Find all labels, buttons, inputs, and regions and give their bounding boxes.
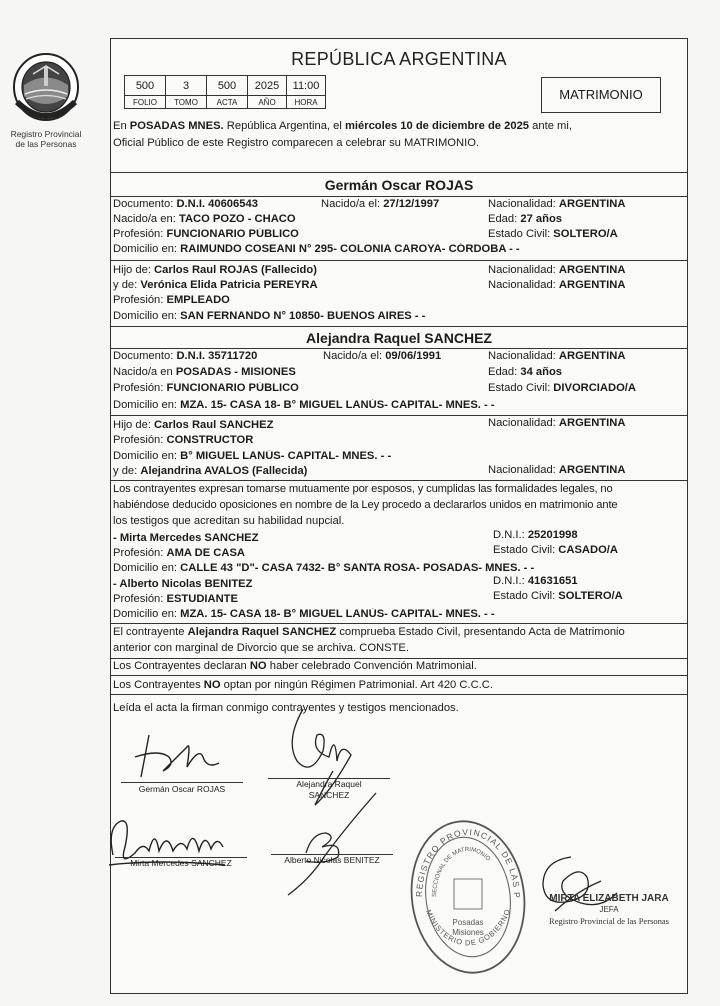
tomo-label: TOMO xyxy=(166,96,207,109)
label: Hijo de: xyxy=(113,419,155,431)
value: 34 años xyxy=(520,366,563,378)
intro-text: ante mi, xyxy=(529,120,572,132)
spouse-1-mother-nationality xyxy=(488,279,625,291)
province-coat-of-arms-icon xyxy=(11,52,81,126)
value: NO xyxy=(249,660,267,672)
intro-city: POSADAS MNES. xyxy=(129,120,224,132)
year-label: AÑO xyxy=(248,96,287,109)
value: RAIMUNDO COSEANI N° 295- COLONIA CAROYA- CÓRDOBA - - xyxy=(180,243,520,255)
spouse-1-parents-address xyxy=(113,310,685,322)
value: SOLTERO/A xyxy=(553,228,618,240)
value: MZA. 15- CASA 18- B° MIGUEL LANÚS- CAPITAL- MNES. - - xyxy=(180,399,495,411)
spouse-1-name: Germán Oscar ROJAS xyxy=(324,177,474,193)
spouse-1-age xyxy=(488,213,562,225)
value: Carlos Raul ROJAS (Fallecido) xyxy=(154,264,317,276)
value: ARGENTINA xyxy=(558,279,626,291)
value: CONSTRUCTOR xyxy=(166,434,254,446)
registry-caption xyxy=(0,129,92,149)
value: ARGENTINA xyxy=(558,350,626,362)
label: Profesión: xyxy=(113,434,167,446)
closing-statement: Leída el acta la firman conmigo contrayentes y testigos mencionados. xyxy=(113,702,459,714)
value: - Alberto Nicolas BENITEZ xyxy=(113,578,253,590)
label: Domicilio en: xyxy=(113,450,181,462)
label: Hijo de: xyxy=(113,264,155,276)
label: Documento: xyxy=(113,198,177,210)
spouse-1-civil-status xyxy=(488,228,618,240)
spouse-2-birthdate xyxy=(323,350,441,362)
spouse-2-father-address xyxy=(113,450,685,462)
acta-label: ACTA xyxy=(207,96,248,109)
spouse-2-father-profession xyxy=(113,434,685,446)
label: Nacionalidad: xyxy=(488,279,559,291)
value: B° MIGUEL LANÚS- CAPITAL- MNES. - - xyxy=(180,450,392,462)
label: Nacido/a el: xyxy=(323,350,386,362)
label: Edad: xyxy=(488,366,521,378)
value: 27/12/1997 xyxy=(383,198,440,210)
intro-text: En xyxy=(113,120,130,132)
value: EMPLEADO xyxy=(166,294,230,306)
text: comprueba Estado Civil, presentando Acta de Matrimonio xyxy=(336,626,625,638)
label: Estado Civil: xyxy=(488,228,554,240)
value: 27 años xyxy=(520,213,563,225)
tomo-value: 3 xyxy=(166,76,207,96)
value: MZA. 15- CASA 18- B° MIGUEL LANÚS- CAPITAL- MNES. - - xyxy=(180,608,495,620)
witness-1-name xyxy=(113,532,685,544)
intro-text: República Argentina, el xyxy=(223,120,345,132)
label: Profesión: xyxy=(113,294,167,306)
spouse-1-nationality xyxy=(488,198,625,210)
label: Nacionalidad: xyxy=(488,198,559,210)
label: D.N.I.: xyxy=(493,575,528,587)
value: Carlos Raul SANCHEZ xyxy=(154,419,274,431)
label: Nacido/a el: xyxy=(321,198,384,210)
label: Nacionalidad: xyxy=(488,350,559,362)
label: Nacido/a en: xyxy=(113,213,179,225)
label: Profesión: xyxy=(113,547,167,559)
spouse-2-nationality xyxy=(488,350,625,362)
spouse-1-father-nationality xyxy=(488,264,625,276)
spouse-2-mother-nationality xyxy=(488,464,625,476)
label: Nacido/a en xyxy=(113,366,176,378)
value: SOLTERO/A xyxy=(558,590,623,602)
witness-2-dni xyxy=(493,575,578,587)
label: Domicilio en: xyxy=(113,399,181,411)
text: Los Contrayentes declaran xyxy=(113,660,250,672)
value: Verónica Elida Patricia PEREYRA xyxy=(140,279,318,291)
official-name: MIRTA ELIZABETH JARA xyxy=(549,893,669,904)
label: Domicilio en: xyxy=(113,310,181,322)
stamp-center-line-1: Posadas xyxy=(452,918,484,927)
signature-label-german-rojas: Germán Oscar ROJAS xyxy=(138,784,226,794)
year-value: 2025 xyxy=(248,76,287,96)
stamp-bottom-text: MINISTERIO DE GOBIERNO xyxy=(424,907,513,948)
signature-label-line: SANCHEZ xyxy=(308,790,350,800)
civil-status-note-line-2: anterior con marginal de Divorcio que se archiva. CONSTE. xyxy=(113,642,409,654)
intro-line-1 xyxy=(113,120,685,132)
label: Edad: xyxy=(488,213,521,225)
declaration-line-2: habiéndose deducido oposiciones en nombre de la Ley procedo a declararlos unidos en matrimonio ante xyxy=(113,499,618,511)
label: Documento: xyxy=(113,350,177,362)
label: Domicilio en: xyxy=(113,608,181,620)
signature-label-line: Alejandra Raquel xyxy=(296,779,362,789)
spouse-1-address xyxy=(113,243,685,255)
label: Profesión: xyxy=(113,593,167,605)
spouse-2-name: Alejandra Raquel SANCHEZ xyxy=(306,330,492,346)
signature-line xyxy=(121,782,243,783)
label: Profesión: xyxy=(113,382,167,394)
value: NO xyxy=(203,679,221,691)
declaration-line-3: los testigos que acreditan su habilidad nupcial. xyxy=(113,515,345,527)
spouse-2-father-nationality xyxy=(488,417,625,429)
witness-1-dni xyxy=(493,529,578,541)
value: FUNCIONARIO PÚBLICO xyxy=(166,382,299,394)
text: El contrayente xyxy=(113,626,188,638)
declaration-line-1: Los contrayentes expresan tomarse mutuamente por esposos, y cumplidas las formalidades legales, no xyxy=(113,483,613,495)
value: - Mirta Mercedes SANCHEZ xyxy=(113,532,259,544)
value: ARGENTINA xyxy=(558,417,626,429)
stamp-center-line-2: Misiones xyxy=(452,928,484,937)
text: haber celebrado Convención Matrimonial. xyxy=(266,660,477,672)
divider xyxy=(111,260,687,261)
divider xyxy=(111,415,687,416)
spouse-2-address xyxy=(113,399,685,411)
text: optan por ningún Régimen Patrimonial. Art 420 C.C.C. xyxy=(220,679,493,691)
folio-value: 500 xyxy=(125,76,166,96)
value: ARGENTINA xyxy=(558,198,626,210)
registry-caption-line-1: Registro Provincial xyxy=(10,129,82,139)
folio-labels-row xyxy=(125,96,326,109)
witness-2-name xyxy=(113,578,685,590)
folio-label: FOLIO xyxy=(125,96,166,109)
hour-value: 11:00 xyxy=(287,76,326,96)
spouse-2-civil-status xyxy=(488,382,636,394)
signature-german-rojas xyxy=(129,727,229,787)
value: D.N.I. 40606543 xyxy=(176,198,258,210)
stamp-inner-text: SECCIONAL DE MATRIMONIO xyxy=(431,846,491,898)
value: AMA DE CASA xyxy=(166,547,246,559)
official-role: JEFA xyxy=(599,905,619,914)
signature-label-alberto-benitez: Alberto Nicolas BENITEZ xyxy=(284,855,380,865)
value: TACO POZO - CHACO xyxy=(178,213,296,225)
label: Profesión: xyxy=(113,228,167,240)
value: ARGENTINA xyxy=(558,464,626,476)
value: POSADAS - MISIONES xyxy=(175,366,296,378)
acta-value: 500 xyxy=(207,76,248,96)
province-logo-block xyxy=(0,52,92,149)
value: FUNCIONARIO PÚBLICO xyxy=(166,228,299,240)
value: ARGENTINA xyxy=(558,264,626,276)
divider xyxy=(111,480,687,481)
label: Estado Civil: xyxy=(488,382,554,394)
label: y de: xyxy=(113,279,141,291)
value: D.N.I. 35711720 xyxy=(176,350,258,362)
value: DIVORCIADO/A xyxy=(553,382,636,394)
divider xyxy=(111,172,687,173)
folio-values-row xyxy=(125,76,326,96)
intro-line-2: Oficial Público de este Registro comparecen a celebrar su MATRIMONIO. xyxy=(113,137,480,149)
official-office: Registro Provincial de las Personas xyxy=(549,916,669,926)
witness-1-civil-status xyxy=(493,544,618,556)
witness-2-civil-status xyxy=(493,590,623,602)
divider xyxy=(111,196,687,197)
text: Los Contrayentes xyxy=(113,679,204,691)
divider xyxy=(111,694,687,695)
stamp-ring-text: REGISTRO PROVINCIAL DE LAS PERSONAS xyxy=(402,807,523,900)
intro-date: miércoles 10 de diciembre de 2025 xyxy=(344,120,530,132)
act-type-box: MATRIMONIO xyxy=(541,77,661,113)
spouse-1-birthplace xyxy=(113,213,685,225)
spouse-1-birthdate xyxy=(321,198,439,210)
registry-caption-line-2: de las Personas xyxy=(15,139,77,149)
value: CALLE 43 "D"- CASA 7432- B° SANTA ROSA- POSADAS- MNES. - - xyxy=(180,562,535,574)
divider xyxy=(111,658,687,659)
label: Estado Civil: xyxy=(493,590,559,602)
witness-2-address xyxy=(113,608,685,620)
convention-note xyxy=(113,660,685,672)
marriage-certificate-frame xyxy=(110,38,688,994)
spouse-2-birthplace xyxy=(113,366,685,378)
regime-note xyxy=(113,679,685,691)
divider xyxy=(111,326,687,327)
label: y de: xyxy=(113,465,141,477)
document-title: REPÚBLICA ARGENTINA xyxy=(291,49,507,69)
registry-round-stamp xyxy=(402,807,530,979)
label: Estado Civil: xyxy=(493,544,559,556)
folio-table xyxy=(124,75,326,109)
label: Domicilio en: xyxy=(113,562,181,574)
value: Alejandrina AVALOS (Fallecida) xyxy=(140,465,308,477)
divider xyxy=(111,623,687,624)
divider xyxy=(111,675,687,676)
signature-label-mirta-sanchez: Mirta Mercedes SANCHEZ xyxy=(130,858,232,868)
signature-alberto-benitez xyxy=(276,787,396,899)
divider xyxy=(111,348,687,349)
label: Domicilio en: xyxy=(113,243,181,255)
value: CASADO/A xyxy=(558,544,618,556)
value: SAN FERNANDO N° 10850- BUENOS AIRES - - xyxy=(180,310,426,322)
value: 25201998 xyxy=(527,529,578,541)
label: Nacionalidad: xyxy=(488,464,559,476)
label: D.N.I.: xyxy=(493,529,528,541)
spouse-2-age xyxy=(488,366,562,378)
value: ESTUDIANTE xyxy=(166,593,238,605)
value: 41631651 xyxy=(527,575,578,587)
label: Nacionalidad: xyxy=(488,264,559,276)
civil-status-note-line-1 xyxy=(113,626,685,638)
witness-1-address xyxy=(113,562,685,574)
label: Nacionalidad: xyxy=(488,417,559,429)
value: Alejandra Raquel SANCHEZ xyxy=(187,626,337,638)
hour-label: HORA xyxy=(287,96,326,109)
spouse-1-parents-profession xyxy=(113,294,685,306)
value: 09/06/1991 xyxy=(385,350,442,362)
